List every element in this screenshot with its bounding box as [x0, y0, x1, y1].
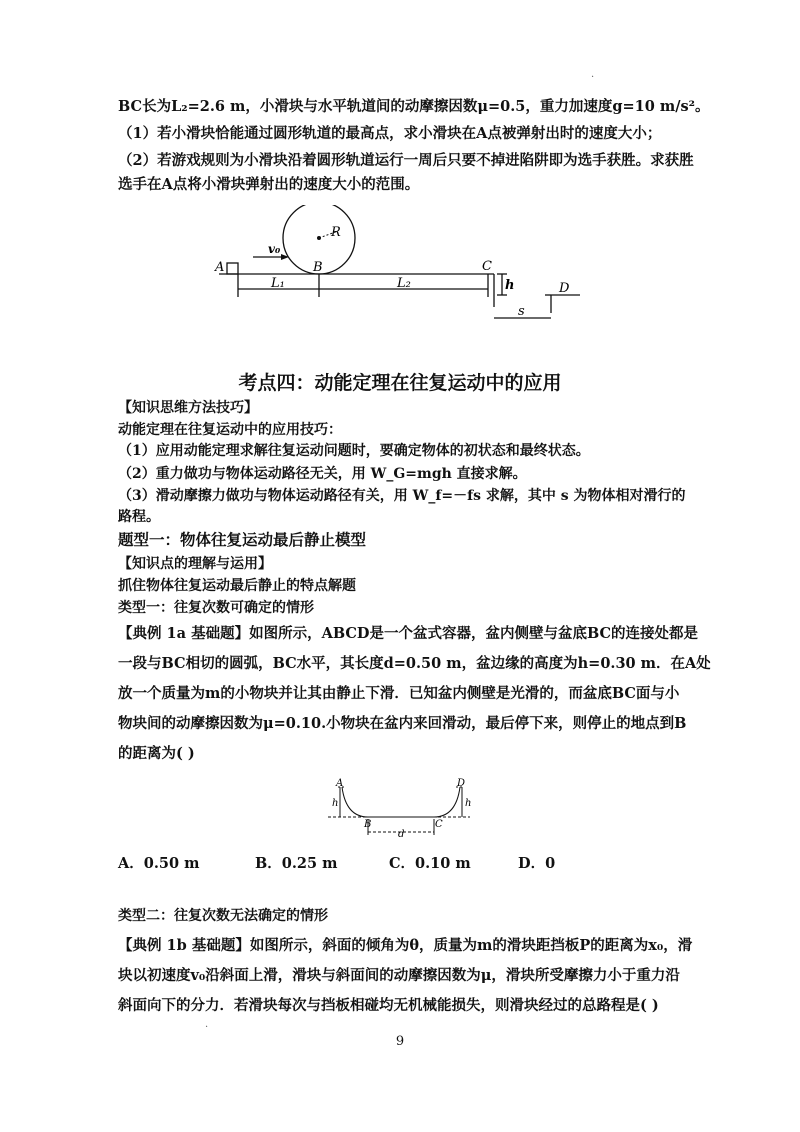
label-R: R — [331, 225, 341, 240]
label-L1: L₁ — [271, 276, 285, 291]
example-1a-line-1: 【典例 1a 基础题】如图所示，ABCD是一个盆式容器，盆内侧壁与盆底BC的连接处都是 — [118, 625, 699, 642]
basin-label-d: d — [398, 829, 405, 840]
tip-3-line-2: 路程。 — [118, 509, 160, 525]
section-title: 考点四：动能定理在往复运动中的应用 — [238, 372, 562, 394]
basin-label-C: C — [435, 819, 443, 830]
example-1a-line-2: 一段与BC相切的圆弧，BC水平，其长度d=0.50 m，盆边缘的高度为h=0.30 m．在A处 — [118, 655, 711, 672]
problem-line-1: BC长为L₂=2.6 m，小滑块与水平轨道间的动摩擦因数μ=0.5，重力加速度g=10 m/s²。 — [118, 98, 710, 115]
label-v0: v₀ — [268, 242, 281, 256]
example-1b-line-1: 【典例 1b 基础题】如图所示，斜面的倾角为θ，质量为m的滑块距挡板P的距离为x₀，滑 — [118, 937, 693, 954]
tip-2: （2）重力做功与物体运动路径无关，用 W_G=mgh 直接求解。 — [118, 466, 527, 482]
question-1: （1）若小滑块恰能通过圆形轨道的最高点，求小滑块在A点被弹射出时的速度大小； — [118, 125, 662, 142]
example-1a-line-4: 物块间的动摩擦因数为μ=0.10.小物块在盆内来回滑动，最后停下来，则停止的地点到B — [118, 715, 687, 732]
question-2-line-2: 选手在A点将小滑块弹射出的速度大小的范围。 — [118, 176, 420, 193]
label-L2: L₂ — [397, 276, 411, 291]
option-a: A．0.50 m — [118, 855, 200, 872]
decorative-dot: · — [205, 1022, 209, 1033]
question-2-line-1: （2）若游戏规则为小滑块沿着圆形轨道运行一周后只要不掉进陷阱即为选手获胜。求获胜 — [118, 152, 694, 169]
option-d: D．0 — [518, 855, 556, 872]
option-b: B．0.25 m — [255, 855, 338, 872]
example-1b-line-2: 块以初速度v₀沿斜面上滑，滑块与斜面间的动摩擦因数为μ，滑块所受摩擦力小于重力沿 — [118, 967, 680, 984]
tips-intro: 动能定理在往复运动中的应用技巧： — [118, 422, 342, 438]
tips-header: 【知识思维方法技巧】 — [118, 400, 258, 416]
understand-header: 【知识点的理解与运用】 — [118, 556, 272, 572]
basin-label-B: B — [364, 819, 372, 830]
topic-1-hint: 抓住物体往复运动最后静止的特点解题 — [118, 578, 356, 594]
tip-3-line-1: （3）滑动摩擦力做功与物体运动路径有关，用 W_f=－fs 求解，其中 s 为物体相对滑行的 — [118, 488, 686, 504]
figure-circular-track — [205, 205, 615, 330]
page-number: 9 — [395, 1034, 405, 1049]
example-1a-line-5: 的距离为( ) — [118, 745, 195, 762]
topic-1-title: 题型一：物体往复运动最后静止模型 — [118, 531, 367, 549]
example-1b-line-3: 斜面向下的分力．若滑块每次与挡板相碰均无机械能损失，则滑块经过的总路程是( ) — [118, 997, 659, 1014]
basin-label-h-right: h — [465, 798, 472, 809]
label-B: B — [313, 260, 323, 275]
label-C: C — [482, 259, 492, 274]
type-1-title: 类型一：往复次数可确定的情形 — [118, 600, 314, 616]
basin-label-h-left: h — [332, 798, 339, 809]
option-c: C．0.10 m — [389, 855, 471, 872]
label-h: h — [505, 278, 515, 293]
type-2-title: 类型二：往复次数无法确定的情形 — [118, 908, 328, 924]
basin-label-D: D — [457, 778, 466, 789]
tip-1: （1）应用动能定理求解往复运动问题时，要确定物体的初状态和最终状态。 — [118, 443, 590, 459]
figure-basin — [320, 775, 480, 845]
label-A: A — [215, 260, 225, 275]
example-1a-line-3: 放一个质量为m的小物块并让其由静止下滑．已知盆内侧壁是光滑的，而盆底BC面与小 — [118, 685, 680, 702]
label-D: D — [559, 281, 570, 296]
basin-label-A: A — [336, 778, 344, 789]
label-s: s — [518, 304, 525, 319]
decorative-dot: · — [591, 72, 595, 83]
